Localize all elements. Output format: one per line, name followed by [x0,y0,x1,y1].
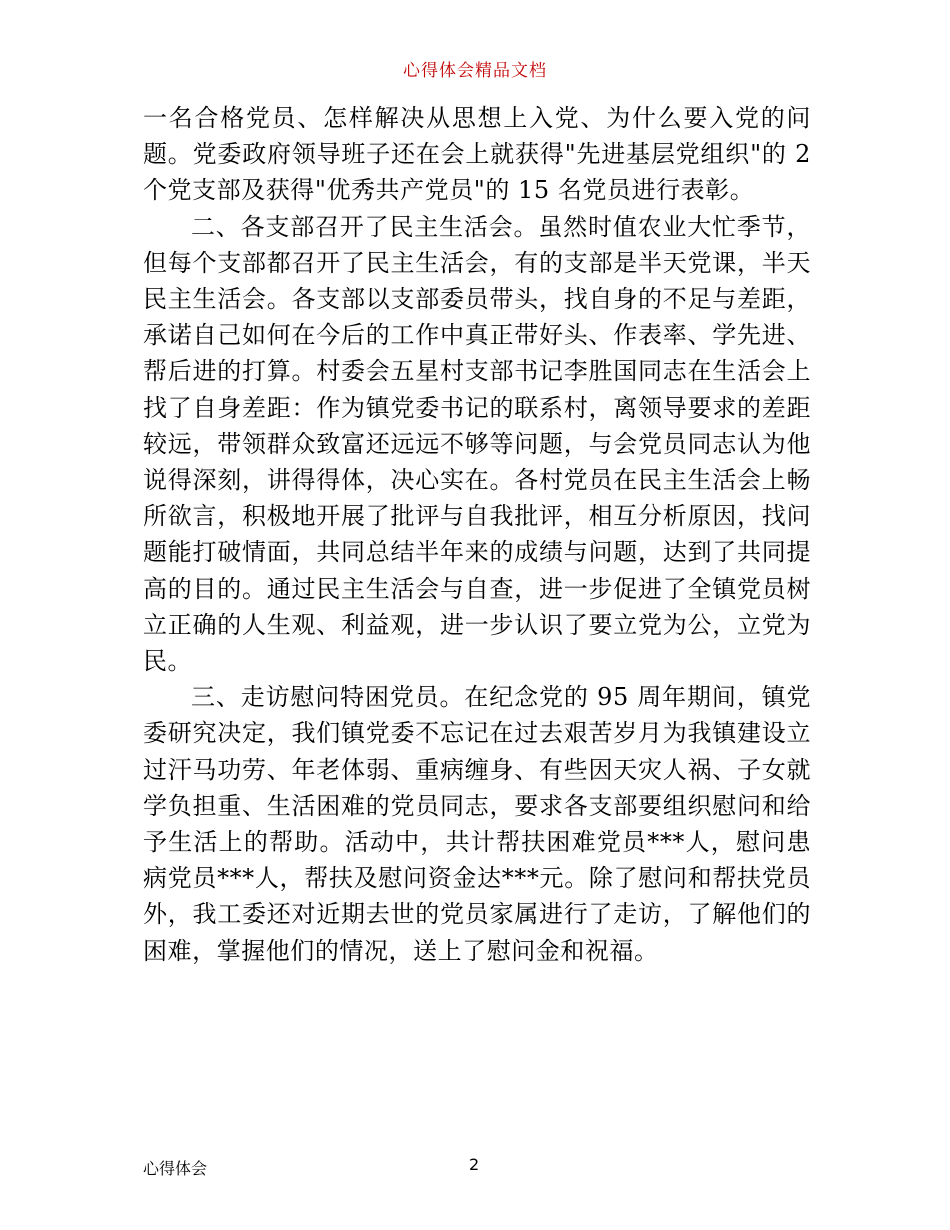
paragraph-2: 二、各支部召开了民主生活会。虽然时值农业大忙季节，但每个支部都召开了民主生活会，有的支部是半天党课，半天民主生活会。各支部以支部委员带头，找自身的不足与差距，承诺自己如何在今后的工作中真正带好头、作表率、学先进、帮后进的打算。村委会五星村支部书记李胜国同志在生活会上找了自身差距：作为镇党委书记的联系村，离领导要求的差距较远，带领群众致富还远远不够等问题，与会党员同志认为他说得深刻，讲得得体，决心实在。各村党员在民主生活会上畅所欲言，积极地开展了批评与自我批评，相互分析原因，找问题能打破情面，共同总结半年来的成绩与问题，达到了共同提高的目的。通过民主生活会与自查，进一步促进了全镇党员树立正确的人生观、利益观，进一步认识了要立党为公，立党为民。 [143,212,811,676]
footer-label: 心得体会 [143,1159,208,1178]
paragraph-1: 一名合格党员、怎样解决从思想上入党、为什么要入党的问题。党委政府领导班子还在会上就获得"先进基层党组织"的 2 个党支部及获得"优秀共产党员"的 15 名党员进行表彰。 [143,104,811,205]
page-number: 2 [469,1155,480,1174]
page-header-title: 心得体会精品文档 [403,61,547,81]
document-body [143,100,811,969]
paragraph-3: 三、走访慰问特困党员。在纪念党的 95 周年期间，镇党委研究决定，我们镇党委不忘记在过去艰苦岁月为我镇建设立过汗马功劳、年老体弱、重病缠身、有些因天灾人祸、子女就学负担重、生活困难的党员同志，要求各支部要组织慰问和给予生活上的帮助。活动中，共计帮扶困难党员***人，慰问患病党员***人，帮扶及慰问资金达***元。除了慰问和帮扶党员外，我工委还对近期去世的党员家属进行了走访，了解他们的困难，掌握他们的情况，送上了慰问金和祝福。 [143,683,811,965]
